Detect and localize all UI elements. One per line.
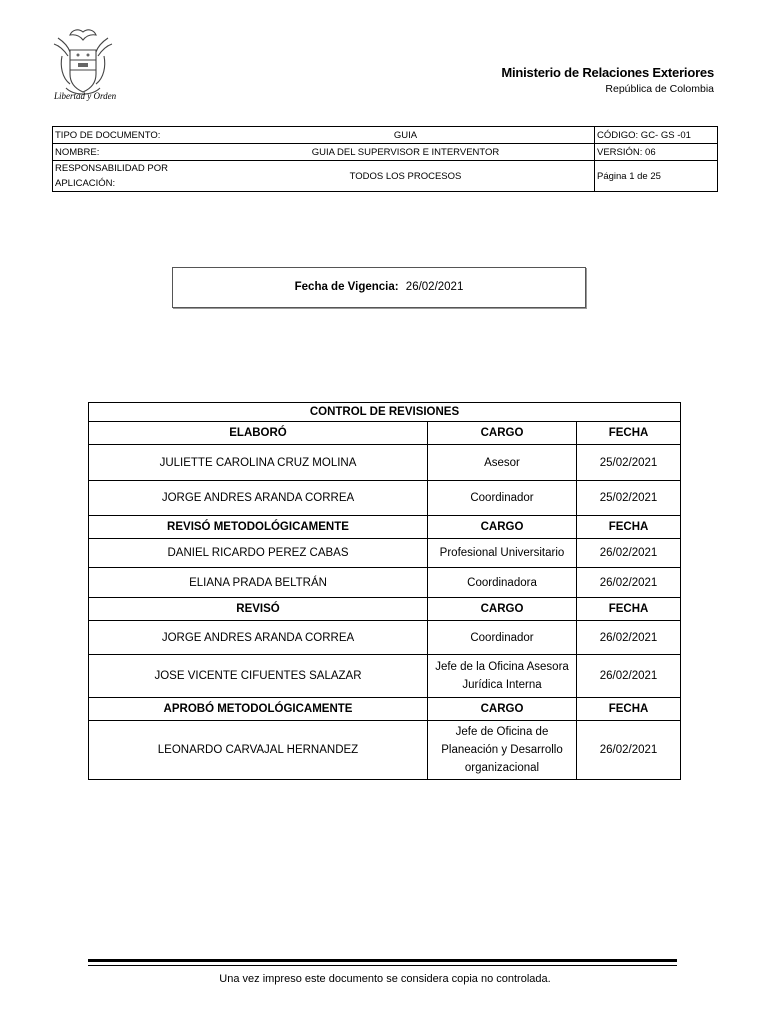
- person-cargo: [428, 481, 577, 516]
- logo-motto: Libertad y Orden: [54, 91, 117, 101]
- doc-info-value: TODOS LOS PROCESOS: [217, 161, 595, 192]
- section-heading: APROBÓ METODOLÓGICAMENTE: [89, 698, 428, 721]
- revision-row: [89, 568, 681, 598]
- section-header-row: [89, 422, 681, 445]
- section-heading: REVISÓ METODOLÓGICAMENTE: [89, 516, 428, 539]
- doc-info-value: GUIA: [217, 127, 595, 144]
- effective-date-box: [172, 267, 586, 308]
- effective-date-value: 26/02/2021: [405, 281, 464, 293]
- revision-date: 26/02/2021: [577, 621, 681, 655]
- person-name: JORGE ANDRES ARANDA CORREA: [89, 481, 428, 516]
- cargo-heading: CARGO: [428, 516, 577, 539]
- fecha-heading: FECHA: [577, 422, 681, 445]
- person-cargo: [428, 621, 577, 655]
- cargo-line: organizacional: [464, 762, 540, 774]
- cargo-line: Coordinadora: [467, 576, 537, 589]
- section-header-row: [89, 598, 681, 621]
- revision-row: [89, 445, 681, 481]
- cargo-line: Asesor: [484, 456, 520, 469]
- revision-date: 26/02/2021: [577, 655, 681, 698]
- document-info-row: [53, 127, 718, 144]
- document-info-row: [53, 144, 718, 161]
- doc-info-meta: CÓDIGO: GC- GS -01: [595, 127, 718, 144]
- revision-date: 26/02/2021: [577, 568, 681, 598]
- republic-name: República de Colombia: [605, 83, 714, 95]
- cargo-line: Coordinador: [470, 492, 534, 504]
- cargo-line: Planeación y Desarrollo: [441, 744, 563, 756]
- person-name: LEONARDO CARVAJAL HERNANDEZ: [89, 721, 428, 780]
- footer-rule-thin: [88, 965, 677, 966]
- cargo-heading: CARGO: [428, 598, 577, 621]
- doc-info-meta: VERSIÓN: 06: [595, 144, 718, 161]
- person-cargo: [428, 655, 577, 698]
- cargo-line: Profesional Universitario: [439, 547, 565, 559]
- doc-info-label: NOMBRE:: [53, 144, 218, 161]
- fecha-heading: FECHA: [577, 516, 681, 539]
- cargo-line: Jefe de Oficina de: [455, 726, 549, 738]
- doc-info-label: TIPO DE DOCUMENTO:: [53, 127, 218, 144]
- person-cargo: [428, 568, 577, 598]
- fecha-heading: FECHA: [577, 698, 681, 721]
- person-name: ELIANA PRADA BELTRÁN: [89, 568, 428, 598]
- document-info-table: [52, 126, 718, 192]
- revision-row: [89, 539, 681, 568]
- revision-row: [89, 655, 681, 698]
- person-cargo: [428, 721, 577, 780]
- cargo-heading: CARGO: [428, 422, 577, 445]
- revision-date: 26/02/2021: [577, 721, 681, 780]
- revision-control-table: [88, 402, 681, 780]
- person-name: JULIETTE CAROLINA CRUZ MOLINA: [89, 445, 428, 481]
- revision-row: [89, 721, 681, 780]
- person-cargo: [428, 539, 577, 568]
- effective-date-label: Fecha de Vigencia:: [294, 281, 399, 293]
- fecha-heading: FECHA: [577, 598, 681, 621]
- revision-date: 25/02/2021: [577, 445, 681, 481]
- doc-info-value: GUIA DEL SUPERVISOR E INTERVENTOR: [217, 144, 595, 161]
- document-info-row: [53, 161, 718, 192]
- cargo-line: Coordinador: [470, 631, 534, 644]
- revision-row: [89, 481, 681, 516]
- cargo-line: Jefe de la Oficina Asesora: [435, 661, 569, 673]
- person-name: JORGE ANDRES ARANDA CORREA: [89, 621, 428, 655]
- section-heading: REVISÓ: [89, 598, 428, 621]
- person-name: JOSE VICENTE CIFUENTES SALAZAR: [89, 655, 428, 698]
- footer-disclaimer: Una vez impreso este documento se considera copia no controlada.: [219, 973, 551, 985]
- cargo-heading: CARGO: [428, 698, 577, 721]
- person-cargo: [428, 445, 577, 481]
- ministry-name: Ministerio de Relaciones Exteriores: [501, 65, 714, 80]
- footer-rule: [88, 959, 677, 962]
- doc-info-label: RESPONSABILIDAD POR APLICACIÓN:: [53, 161, 218, 192]
- section-heading: ELABORÓ: [89, 422, 428, 445]
- revision-control-title: CONTROL DE REVISIONES: [89, 403, 681, 422]
- person-name: DANIEL RICARDO PEREZ CABAS: [89, 539, 428, 568]
- doc-info-meta: Página 1 de 25: [595, 161, 718, 192]
- revision-row: [89, 621, 681, 655]
- cargo-line: Jurídica Interna: [462, 679, 542, 691]
- section-header-row: [89, 516, 681, 539]
- revision-date: 25/02/2021: [577, 481, 681, 516]
- revision-date: 26/02/2021: [577, 539, 681, 568]
- section-header-row: [89, 698, 681, 721]
